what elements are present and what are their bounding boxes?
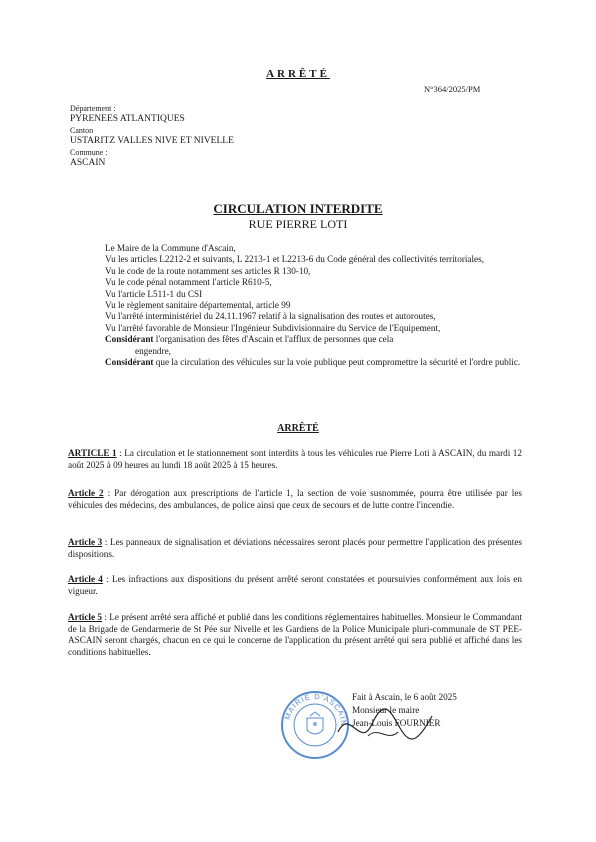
svg-text:MAIRIE D'ASCAIN: MAIRIE D'ASCAIN	[282, 691, 349, 727]
department-label: Département :	[70, 104, 116, 113]
article-text: : Les infractions aux dispositions du présent arrêté seront constatées et poursuivies conformément aux lois en vigueur.	[68, 574, 522, 596]
consideration-line: Vu l'arrêté interministériel du 24.11.1967 relatif à la signalisation des routes et autoroutes,	[105, 311, 436, 322]
article-2	[68, 488, 522, 511]
article-text: : Le présent arrêté sera affiché et publié dans les conditions réglementaires habituelles. Monsieur le Commandant de la Brigade de Gendarmerie de St Pée sur Nivelle et les Gardiens de la Police Municipale pluri-communale de ST PEE-ASCAIN seront chargés, chacun en ce qui le concerne de l'application du présent arrêté qui sera publié et affiché dans les conditions habituelles.	[68, 612, 522, 657]
subject-title: CIRCULATION INTERDITE	[213, 201, 383, 216]
reference-number: N°364/2025/PM	[424, 84, 481, 94]
article-label: Article 2	[68, 488, 104, 498]
signature-role: Monsieur le maire	[352, 705, 420, 715]
consideration-line: Vu le code pénal notamment l'article R610-5,	[105, 277, 272, 288]
canton-label: Canton	[70, 126, 94, 135]
subject-street: RUE PIERRE LOTI	[248, 217, 348, 231]
location-block	[70, 103, 234, 169]
commune-label: Commune :	[70, 148, 108, 157]
article-label: Article 5	[68, 612, 102, 622]
consideration-organisation: Considérant l'organisation des fêtes d'Ascain et l'afflux de personnes que cela	[105, 334, 394, 345]
article-1	[68, 448, 522, 471]
article-label: Article 3	[68, 537, 103, 547]
arrete-heading: ARRÊTÉ	[277, 423, 319, 434]
consideration-line: Vu l'arrêté favorable de Monsieur l'Ingénieur Subdivisionnaire du Service de l'Equipement,	[105, 322, 441, 333]
canton-value: USTARITZ VALLES NIVE ET NIVELLE	[70, 136, 234, 146]
article-text: : Par dérogation aux prescriptions de l'article 1, la section de voie susnommée, pourra être utilisée par les véhicules des médecins, des ambulances, de police ainsi que ceux de secours et de lutte contre l'incendie.	[68, 488, 522, 510]
signature-place-date: Fait à Ascain, le 6 août 2025	[352, 692, 457, 702]
commune-value: ASCAIN	[70, 158, 106, 168]
article-4	[68, 574, 522, 597]
article-label: ARTICLE 1	[68, 448, 117, 458]
article-5	[68, 612, 522, 658]
consideration-security: Considérant que la circulation des véhicules sur la voie publique peut compromettre la sécurité et l'ordre public.	[105, 357, 521, 368]
consideration-continuation: engendre,	[135, 345, 171, 356]
signature-name: Jean-Louis FOURNIER	[352, 718, 441, 728]
article-text: : La circulation et le stationnement sont interdits à tous les véhicules rue Pierre Loti à ASCAIN, du mardi 12 août 2025 à 09 heures au lundi 18 août 2025 à 15 heures.	[68, 448, 522, 470]
article-3	[68, 537, 522, 560]
signature-block	[352, 691, 457, 730]
consideration-line: Vu le règlement sanitaire départemental, article 99	[105, 300, 291, 311]
consideration-line: Le Maire de la Commune d'Ascain,	[105, 243, 236, 253]
consideration-line: Vu les articles L2212-2 et suivants, L 2213-1 et L2213-6 du Code général des collectivités territoriales,	[105, 254, 485, 265]
article-text: : Les panneaux de signalisation et déviations nécessaires seront placés pour permettre l'application des présentes dispositions.	[68, 537, 522, 559]
consideration-line: Vu le code de la route notamment ses articles R 130-10,	[105, 265, 311, 276]
department-value: PYRENEES ATLANTIQUES	[70, 114, 185, 124]
consideration-line: Vu l'article L511-1 du CSI	[105, 288, 203, 299]
article-label: Article 4	[68, 574, 103, 584]
considerations-block	[105, 243, 523, 368]
document-title: ARRÊTÉ	[266, 68, 330, 80]
